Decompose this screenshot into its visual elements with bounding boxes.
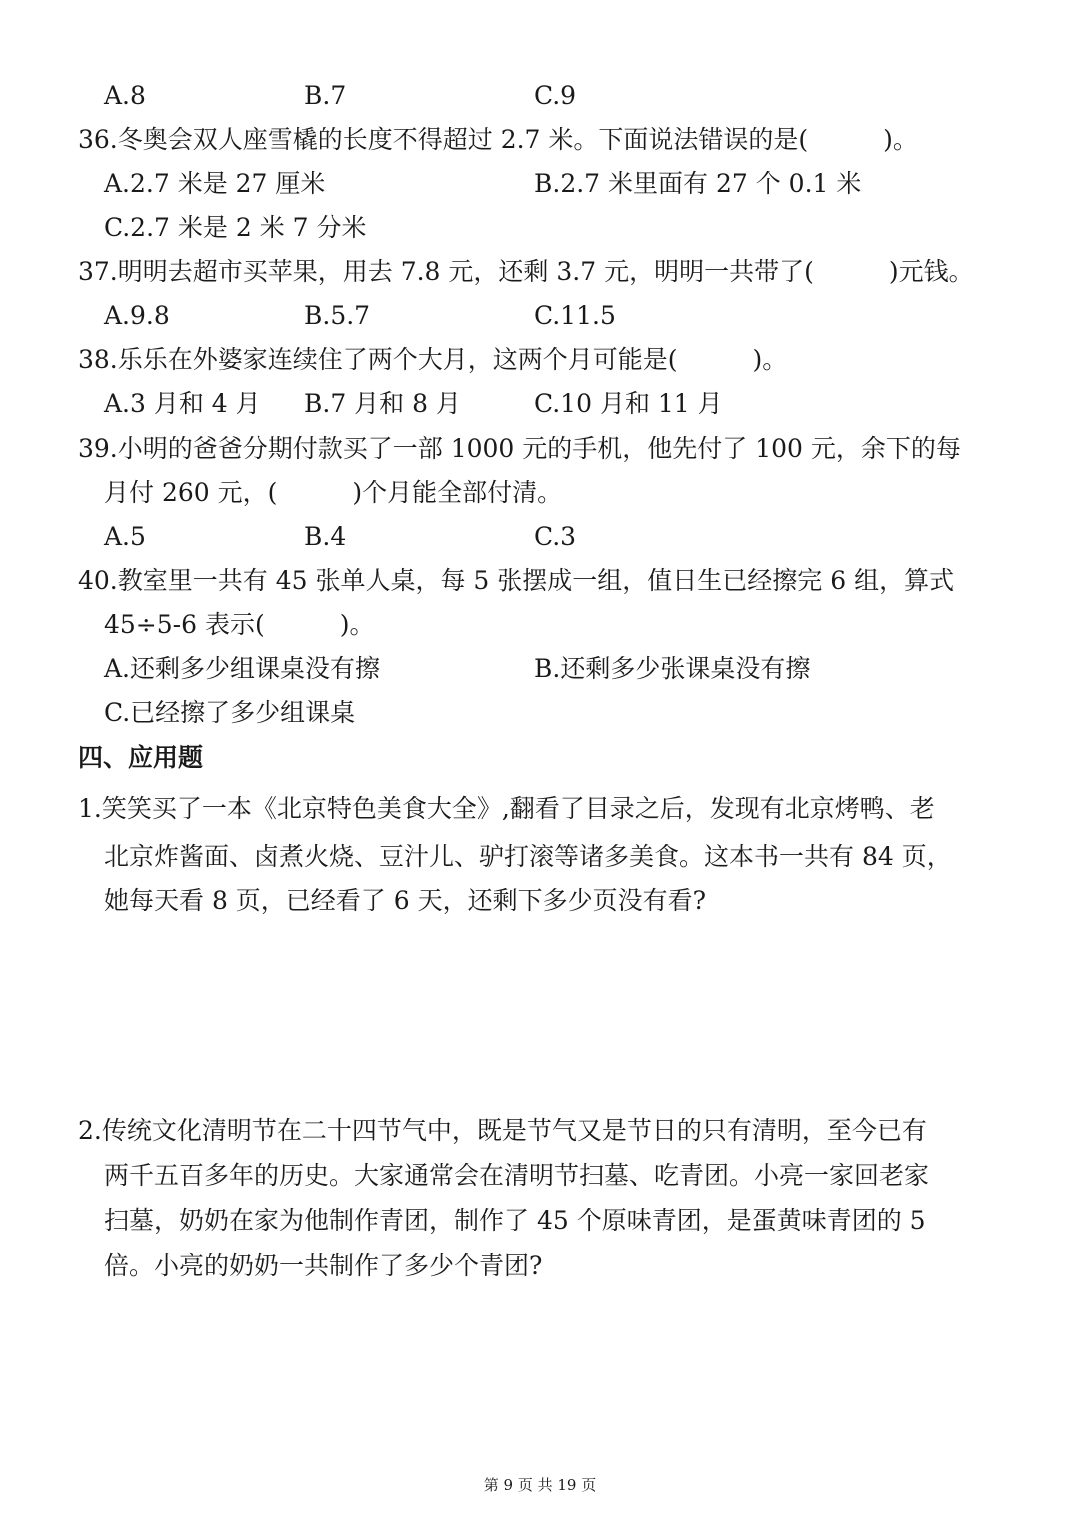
q35-option-a: A.8: [104, 81, 146, 110]
q35-option-c: C.9: [534, 81, 577, 110]
app2-line-3: 扫墓，奶奶在家为他制作青团，制作了 45 个原味青团，是蛋黄味青团的 5: [104, 1206, 926, 1235]
app1-line-2: 北京炸酱面、卤煮火烧、豆汁儿、驴打滚等诸多美食。这本书一共有 84 页，: [104, 842, 952, 871]
q37-option-b: B.5.7: [304, 301, 371, 330]
page-footer: 第 9 页 共 19 页: [483, 1476, 597, 1494]
q40-stem-line-2: 45÷5-6 表示( )。: [104, 610, 375, 639]
app2-line-1: 2.传统文化清明节在二十四节气中，既是节气又是节日的只有清明，至今已有: [78, 1116, 927, 1145]
q39-stem-line-2: 月付 260 元，( )个月能全部付清。: [104, 478, 563, 507]
q39-option-c: C.3: [534, 522, 577, 551]
q40-stem-line-1: 40.教室里一共有 45 张单人桌，每 5 张摆成一组，值日生已经擦完 6 组，算式: [78, 566, 955, 595]
q37-stem: 37.明明去超市买苹果，用去 7.8 元，还剩 3.7 元，明明一共带了( )元钱。: [78, 257, 974, 286]
q39-option-b: B.4: [304, 522, 347, 551]
q35-option-b: B.7: [304, 81, 347, 110]
q38-option-c: C.10 月和 11 月: [534, 389, 723, 418]
q38-option-a: A.3 月和 4 月: [104, 389, 261, 418]
q40-option-b: B.还剩多少张课桌没有擦: [534, 654, 811, 683]
app2-line-2: 两千五百多年的历史。大家通常会在清明节扫墓、吃青团。小亮一家回老家: [104, 1161, 930, 1190]
q37-option-a: A.9.8: [104, 301, 170, 330]
app2-line-4: 倍。小亮的奶奶一共制作了多少个青团?: [104, 1251, 543, 1280]
q38-option-b: B.7 月和 8 月: [304, 389, 461, 418]
q36-option-a: A.2.7 米是 27 厘米: [104, 169, 326, 198]
q39-option-a: A.5: [104, 522, 146, 551]
q37-option-c: C.11.5: [534, 301, 616, 330]
q36-stem: 36.冬奥会双人座雪橇的长度不得超过 2.7 米。下面说法错误的是( )。: [78, 125, 918, 154]
q36-option-c: C.2.7 米是 2 米 7 分米: [104, 213, 367, 242]
app1-line-3: 她每天看 8 页，已经看了 6 天，还剩下多少页没有看?: [104, 886, 707, 915]
section-heading: 四、应用题: [78, 743, 204, 772]
q38-stem: 38.乐乐在外婆家连续住了两个大月，这两个月可能是( )。: [78, 345, 788, 374]
q36-option-b: B.2.7 米里面有 27 个 0.1 米: [534, 169, 862, 198]
app1-line-1: 1.笑笑买了一本《北京特色美食大全》,翻看了目录之后，发现有北京烤鸭、老: [78, 794, 935, 823]
q40-option-c: C.已经擦了多少组课桌: [104, 698, 356, 727]
q40-option-a: A.还剩多少组课桌没有擦: [104, 654, 381, 683]
q39-stem-line-1: 39.小明的爸爸分期付款买了一部 1000 元的手机，他先付了 100 元，余下的每: [78, 434, 961, 463]
